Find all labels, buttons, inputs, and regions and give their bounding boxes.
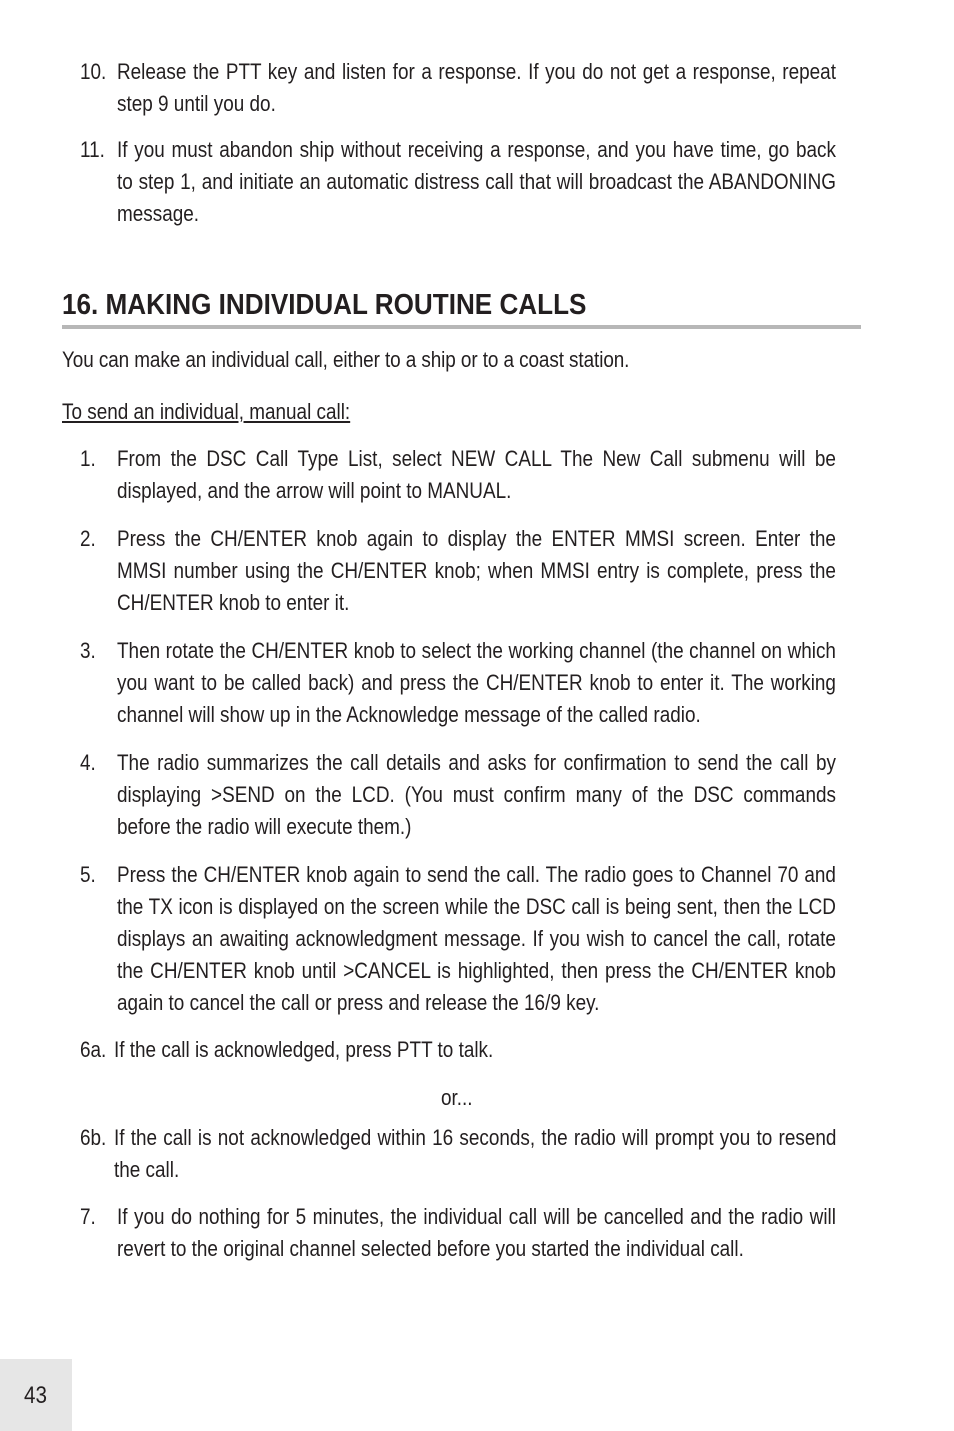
step-number: 2. — [80, 526, 96, 551]
page-number: 43 — [24, 1382, 47, 1409]
step-text: If you do nothing for 5 minutes, the individual call will be cancelled and the radio will revert to the original channel selected before you started the individual call. — [117, 1204, 836, 1261]
step-number: 7. — [80, 1204, 96, 1229]
step-number: 10. — [80, 59, 107, 84]
step-number: 3. — [80, 638, 96, 663]
section-title: 16. MAKING INDIVIDUAL ROUTINE CALLS — [62, 289, 587, 321]
procedure-subheading: To send an individual, manual call: — [62, 399, 351, 424]
section-intro: You can make an individual call, either to a ship or to a coast station. — [62, 347, 630, 372]
step-number: 11. — [80, 137, 105, 162]
heading-rule — [62, 325, 861, 329]
or-separator: or... — [441, 1085, 473, 1110]
step-text: Press the CH/ENTER knob again to send the call. The radio goes to Channel 70 and the TX icon is displayed on the screen while the DSC call is being sent, then the LCD displays an awaiting acknowledgment message. If you wish to cancel the call, rotate the CH/ENTER knob until >CANCEL is highlighted, then press the CH/ENTER knob again to cancel the call or press and release the 16/9 key. — [117, 862, 836, 1015]
step-text: If you must abandon ship without receiving a response, and you have time, go back to step 1, and initiate an automatic distress call that will broadcast the ABANDONING message. — [117, 137, 836, 226]
step-text: Release the PTT key and listen for a response. If you do not get a response, repeat step 9 until you do. — [117, 59, 836, 116]
step-text: If the call is acknowledged, press PTT to talk. — [114, 1037, 494, 1062]
step-number: 1. — [80, 446, 96, 471]
step-text: From the DSC Call Type List, select NEW CALL The New Call submenu will be displayed, and the arrow will point to MANUAL. — [117, 446, 836, 503]
step-text: Then rotate the CH/ENTER knob to select the working channel (the channel on which you want to be called back) and press the CH/ENTER knob to enter it. The working channel will show up in the Acknowledge message of the called radio. — [117, 638, 836, 727]
step-number: 6b. — [80, 1125, 107, 1150]
step-text: If the call is not acknowledged within 16 seconds, the radio will prompt you to resend the call. — [114, 1125, 837, 1182]
step-number: 4. — [80, 750, 96, 775]
step-number: 5. — [80, 862, 96, 887]
step-text: The radio summarizes the call details and asks for confirmation to send the call by displaying >SEND on the LCD. (You must confirm many of the DSC commands before the radio will execute them.) — [117, 750, 836, 839]
step-text: Press the CH/ENTER knob again to display the ENTER MMSI screen. Enter the MMSI number using the CH/ENTER knob; when MMSI entry is complete, press the CH/ENTER knob to enter it. — [117, 526, 836, 615]
step-number: 6a. — [80, 1037, 107, 1062]
